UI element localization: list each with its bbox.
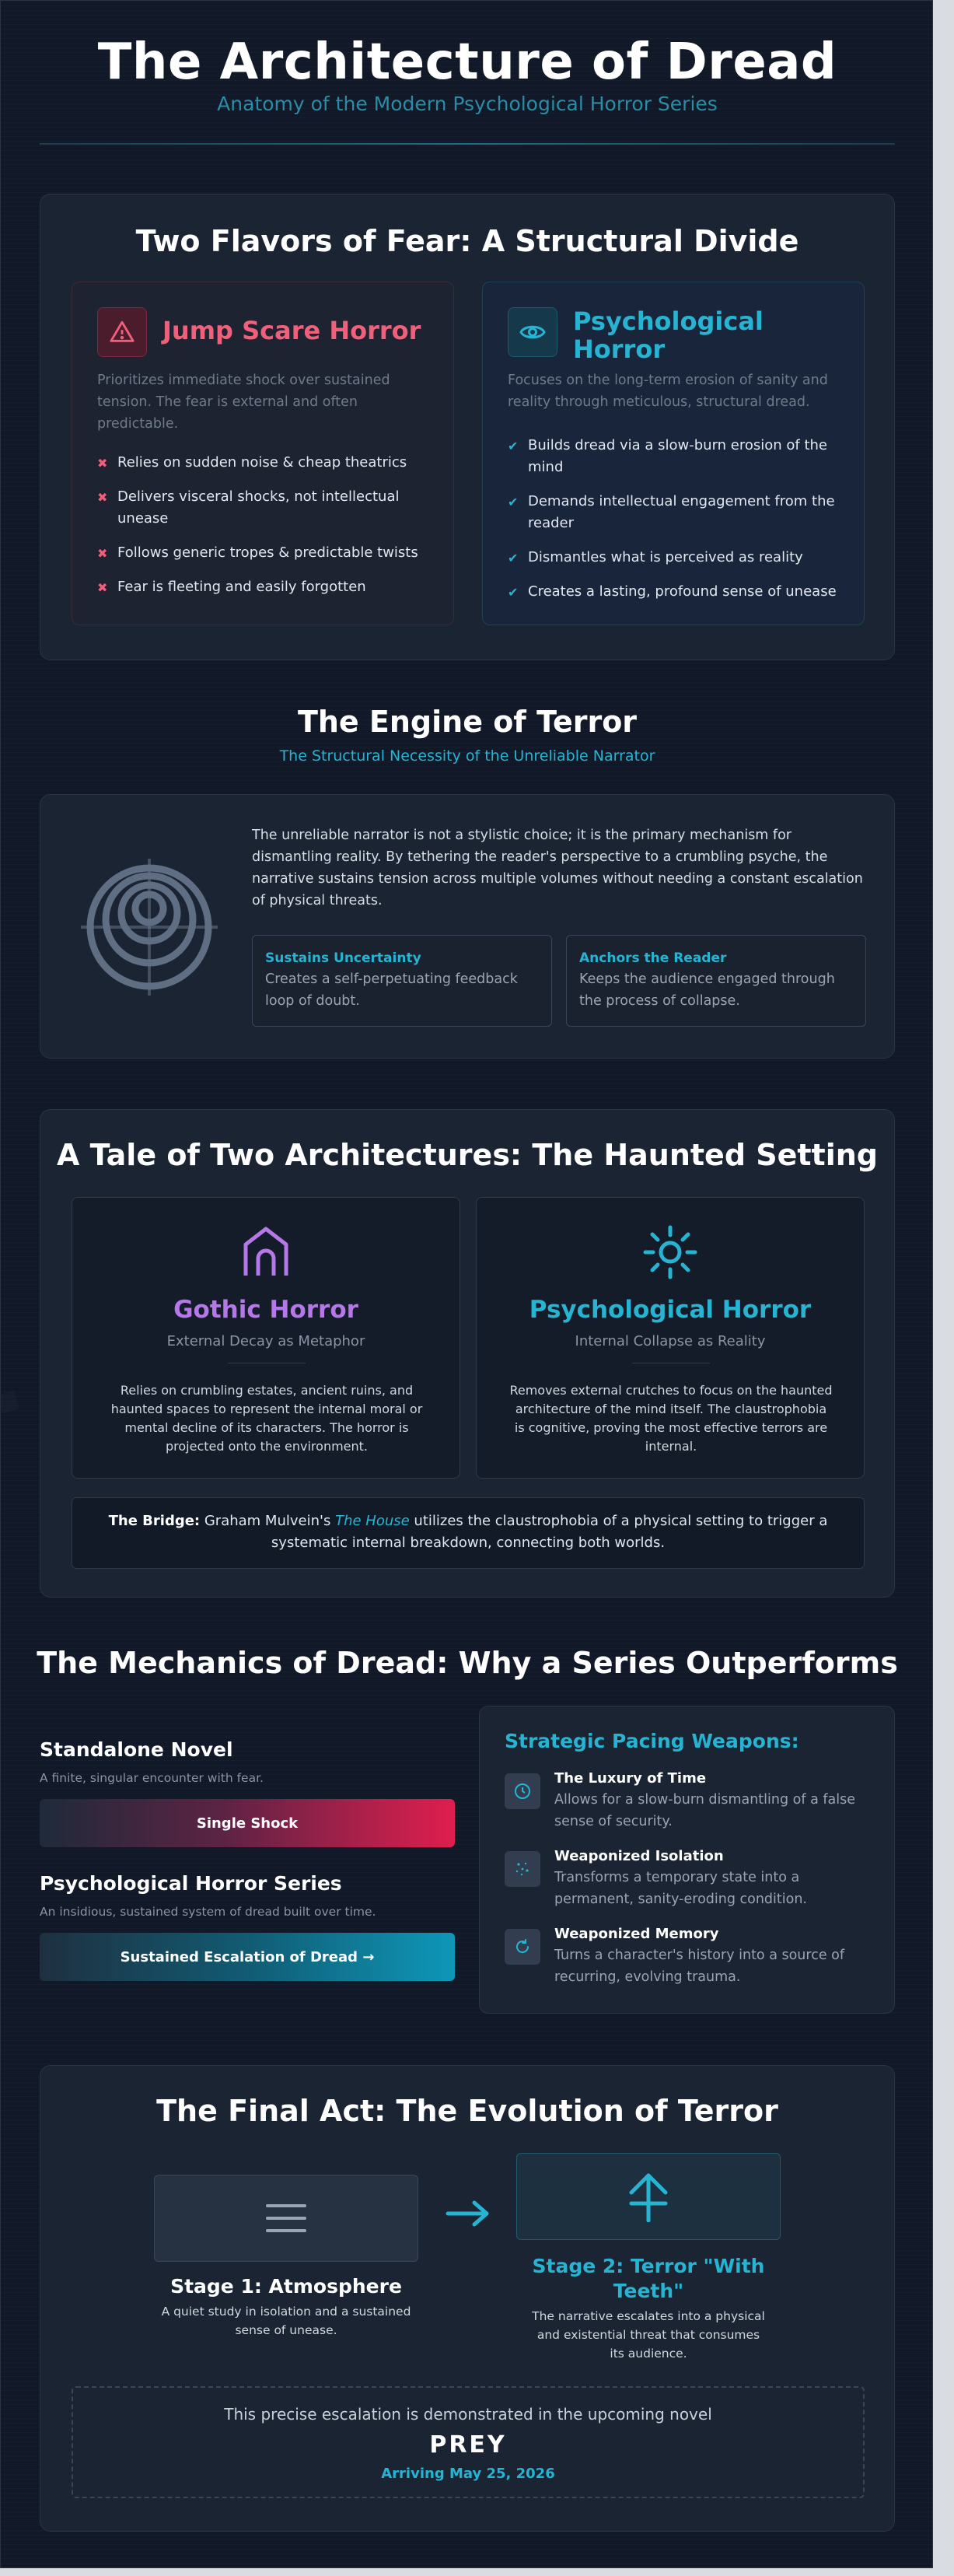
arrow-right-icon xyxy=(445,2198,491,2232)
card-text: Creates a self-perpetuating feedback loop of doubt. xyxy=(265,971,518,1009)
weapon-text: Allows for a slow-burn dismantling of a false sense of security. xyxy=(554,1792,856,1829)
weapon-text: Turns a character's history into a source of recurring, evolving trauma. xyxy=(554,1948,845,1985)
arrow-up-icon xyxy=(516,2153,781,2240)
weapon-title: Weaponized Memory xyxy=(554,1926,719,1942)
scatter-icon xyxy=(505,1851,540,1887)
x-mark-icon: ✖ xyxy=(97,580,108,595)
header-divider xyxy=(40,143,895,145)
section-title: The Engine of Terror xyxy=(297,705,638,739)
page-subtitle: Anatomy of the Modern Psychological Horror Series xyxy=(217,93,718,115)
anchor-card xyxy=(566,935,866,1027)
book-name: PREY xyxy=(429,2431,507,2459)
menu-lines-icon xyxy=(154,2175,418,2262)
single-shock-bar: Single Shock xyxy=(40,1799,455,1847)
uncertainty-card xyxy=(252,935,552,1027)
bridge-label: The Bridge: xyxy=(108,1513,201,1529)
list-item: ✖ Fear is fleeting and easily forgotten xyxy=(97,576,432,598)
card-text: Keeps the audience engaged through the process of collapse. xyxy=(579,971,835,1009)
standalone-title: Standalone Novel xyxy=(40,1738,233,1761)
section-title: The Mechanics of Dread: Why a Series Outperforms xyxy=(37,1646,898,1680)
psychological-setting-card xyxy=(476,1197,865,1479)
release-date: Arriving May 25, 2026 xyxy=(381,2466,555,2482)
house-icon xyxy=(72,1224,460,1280)
series-subtitle: An insidious, sustained system of dread built over time. xyxy=(40,1905,376,1919)
jump-scare-list xyxy=(97,452,432,611)
list-item: ✔ Creates a lasting, profound sense of unease xyxy=(508,581,842,603)
series-title: Psychological Horror Series xyxy=(40,1872,342,1895)
final-act-section xyxy=(40,2065,895,2532)
list-item: ✖ Follows generic tropes & predictable twists xyxy=(97,542,432,564)
section-title: A Tale of Two Architectures: The Haunted Setting xyxy=(56,1138,879,1172)
bridge-post: utilizes the claustrophobia of a physical setting to trigger a systematic internal breakdown, connecting both worlds. xyxy=(271,1513,828,1551)
card-title: Jump Scare Horror xyxy=(162,316,421,345)
card-title: Psychological Horror xyxy=(529,1296,812,1324)
section-subtitle: The Structural Necessity of the Unreliable Narrator xyxy=(279,747,655,765)
section-title: The Final Act: The Evolution of Terror xyxy=(156,2094,778,2128)
card-title: Anchors the Reader xyxy=(579,950,727,966)
check-icon: ✔ xyxy=(508,439,519,453)
list-item: ✔ Dismantles what is perceived as reality xyxy=(508,547,842,569)
engine-description: The unreliable narrator is not a stylistic choice; it is the primary mechanism for dismantling reality. By tethering the reader's perspective to a crumbling psyche, the narrative sustains tension across multiple volumes without needing a constant escalation of physical threats. xyxy=(252,828,863,908)
page-title: The Architecture of Dread xyxy=(97,33,837,91)
list-item: ✖ Relies on sudden noise & cheap theatrics xyxy=(97,452,432,474)
pacing-weapons-panel xyxy=(479,1706,895,2014)
gothic-card xyxy=(72,1197,460,1479)
spiral-icon xyxy=(79,857,219,1000)
card-title: Sustains Uncertainty xyxy=(265,950,421,966)
sun-burst-icon xyxy=(477,1224,864,1280)
book-title: The House xyxy=(335,1513,410,1529)
book-announcement xyxy=(72,2386,865,2498)
engine-section xyxy=(40,794,895,1059)
x-mark-icon: ✖ xyxy=(97,456,108,471)
check-icon: ✔ xyxy=(508,585,519,600)
section-title: Two Flavors of Fear: A Structural Divide xyxy=(135,224,799,258)
x-mark-icon: ✖ xyxy=(97,546,108,561)
cycle-icon xyxy=(505,1929,540,1965)
jump-scare-card xyxy=(72,282,454,625)
psychological-card xyxy=(482,282,865,625)
check-icon: ✔ xyxy=(508,551,519,565)
stage-text: A quiet study in isolation and a sustained sense of unease. xyxy=(161,2305,411,2337)
x-mark-icon: ✖ xyxy=(97,490,108,505)
card-description: Prioritizes immediate shock over sustained tension. The fear is external and often predictable. xyxy=(97,373,390,432)
card-text: Relies on crumbling estates, ancient ruins, and haunted spaces to represent the internal moral or mental decline of its characters. The horror is projected onto the environment. xyxy=(110,1383,423,1454)
list-item: ✔ Builds dread via a slow-burn erosion of the mind xyxy=(508,437,828,475)
announcement-text: This precise escalation is demonstrated in the upcoming novel xyxy=(224,2405,712,2424)
card-description: Focuses on the long-term erosion of sanity and reality through meticulous, structural dread. xyxy=(508,373,828,410)
weapon-title: Weaponized Isolation xyxy=(554,1848,724,1864)
sustained-escalation-bar: Sustained Escalation of Dread → xyxy=(40,1933,455,1981)
stage-title: Stage 2: Terror "With Teeth" xyxy=(532,2255,765,2302)
card-text: Removes external crutches to focus on the haunted architecture of the mind itself. The claustrophobia is cognitive, proving the most effective terrors are internal. xyxy=(509,1383,833,1454)
weapon-text: Transforms a temporary state into a permanent, sanity-eroding condition. xyxy=(554,1870,807,1907)
bridge-pre: Graham Mulvein's xyxy=(204,1513,331,1529)
card-title: Gothic Horror xyxy=(173,1296,358,1324)
stage-title: Stage 1: Atmosphere xyxy=(170,2275,402,2298)
weapon-title: The Luxury of Time xyxy=(554,1770,707,1787)
bridge-note xyxy=(72,1497,865,1569)
setting-section xyxy=(40,1109,895,1598)
structural-divide-section xyxy=(40,194,895,660)
panel-title: Strategic Pacing Weapons: xyxy=(505,1730,799,1752)
list-item: ✖ Delivers visceral shocks, not intellectual unease xyxy=(97,488,400,527)
stage-text: The narrative escalates into a physical and existential threat that consumes its audience. xyxy=(532,2309,765,2361)
check-icon: ✔ xyxy=(508,495,519,509)
card-subtitle: Internal Collapse as Reality xyxy=(575,1333,766,1349)
card-subtitle: External Decay as Metaphor xyxy=(166,1333,365,1349)
eye-icon xyxy=(508,307,557,357)
list-item: ✔ Demands intellectual engagement from the reader xyxy=(508,493,835,531)
warning-icon xyxy=(97,307,147,357)
card-title: Psychological Horror xyxy=(573,306,764,364)
psychological-list xyxy=(508,435,842,615)
standalone-subtitle: A finite, singular encounter with fear. xyxy=(40,1771,264,1785)
clock-icon xyxy=(505,1773,540,1809)
